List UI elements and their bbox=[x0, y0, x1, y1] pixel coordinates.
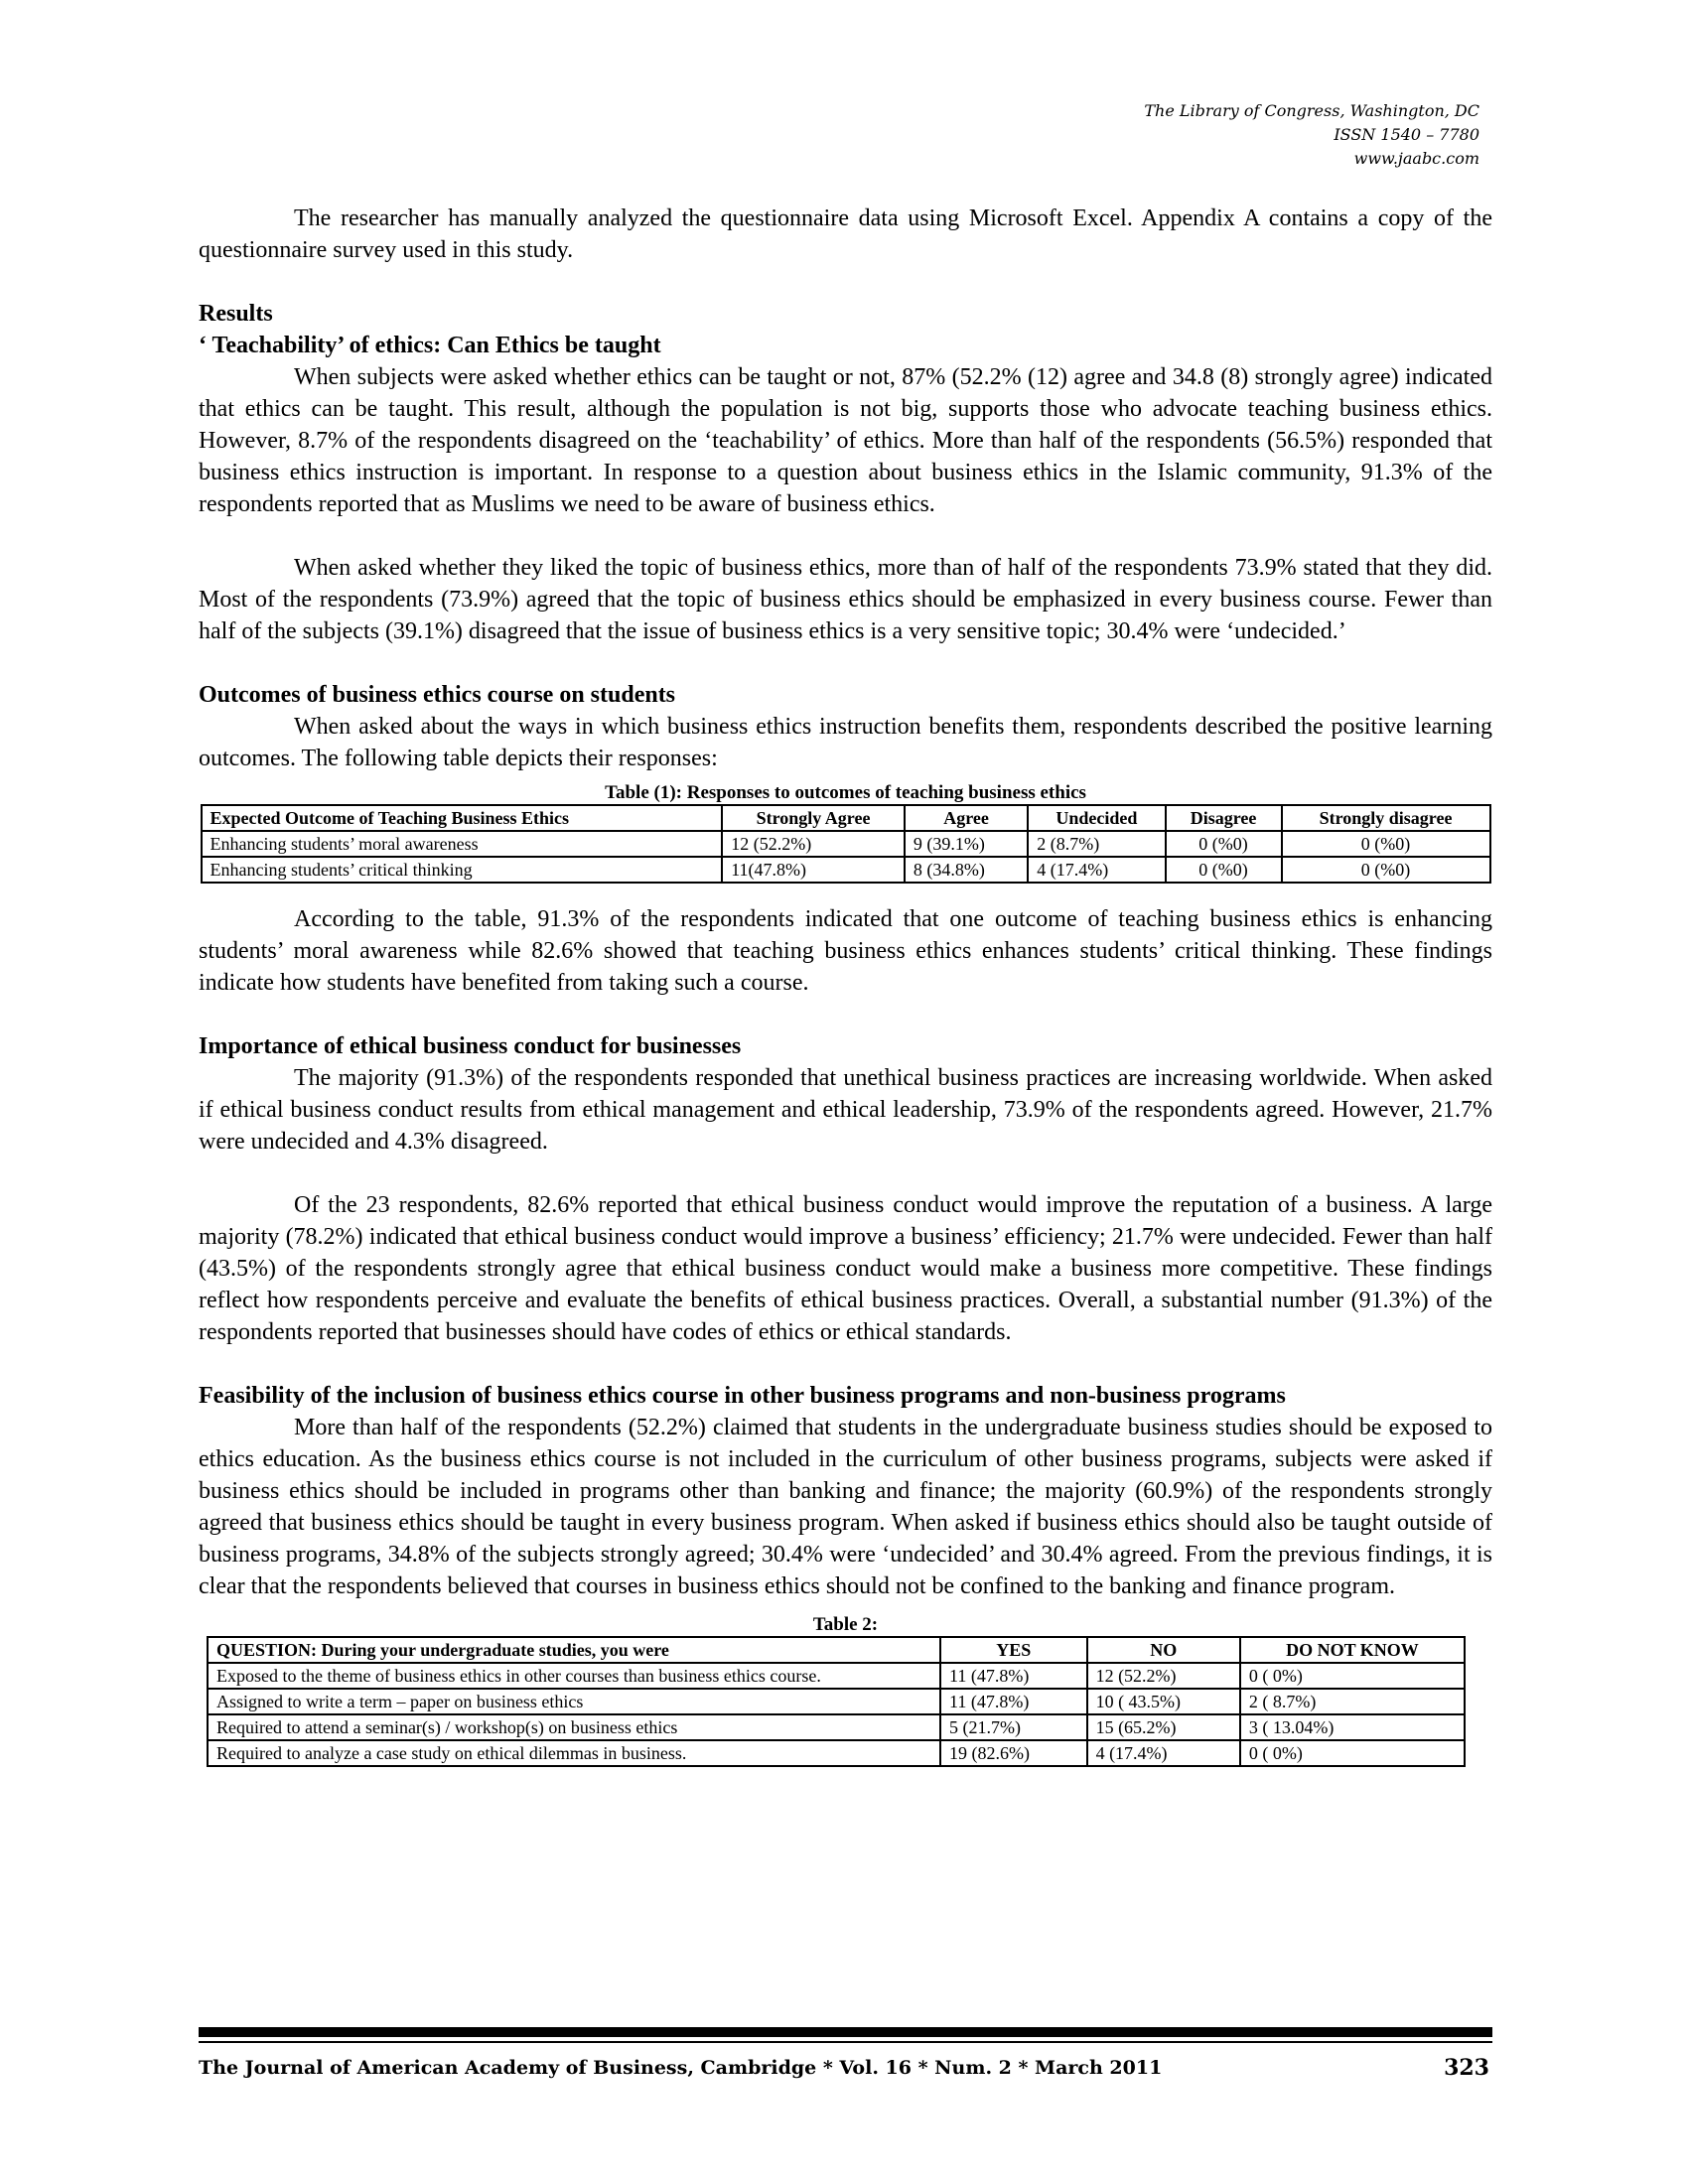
table-cell: 8 (34.8%) bbox=[905, 857, 1028, 883]
table-cell: 10 ( 43.5%) bbox=[1087, 1689, 1240, 1714]
table-cell: 12 (52.2%) bbox=[1087, 1663, 1240, 1689]
table-cell: 0 ( 0%) bbox=[1240, 1663, 1465, 1689]
header-website: www.jaabc.com bbox=[1353, 149, 1479, 168]
table-cell: 4 (17.4%) bbox=[1028, 857, 1165, 883]
table-cell: 0 ( 0%) bbox=[1240, 1740, 1465, 1766]
table-header-row bbox=[202, 805, 1490, 831]
teachability-paragraph-1: When subjects were asked whether ethics can be taught or not, 87% (52.2% (12) agree and 34.8 (8) strongly agree) indicated that ethics can be taught. This result, although the population is not big, supports those who advocate teaching business ethics. However, 8.7% of the respondents disagreed on the ‘teachability’ of ethics. More than half of the respondents (56.5%) responded that business ethics instruction is important. In response to a question about business ethics in the Islamic community, 91.3% of the respondents reported that as Muslims we need to be aware of business ethics. bbox=[199, 364, 1492, 517]
table-row bbox=[202, 857, 1490, 883]
table-cell: 19 (82.6%) bbox=[940, 1740, 1087, 1766]
table-cell: Enhancing students’ critical thinking bbox=[202, 857, 723, 883]
teachability-paragraph-2: When asked whether they liked the topic of business ethics, more than of half of the respondents 73.9% stated that they did. Most of the respondents (73.9%) agreed that the topic of business ethics should be emphasized in every business course. Fewer than half of the subjects (39.1%) disagreed that the issue of business ethics is a very sensitive topic; 30.4% were ‘undecided.’ bbox=[199, 555, 1492, 644]
teachability-heading: ‘ Teachability’ of ethics: Can Ethics be taught bbox=[199, 333, 661, 358]
table-cell: 5 (21.7%) bbox=[940, 1714, 1087, 1740]
table-cell: 0 (%0) bbox=[1282, 831, 1490, 857]
table1-caption: Table (1): Responses to outcomes of teaching business ethics bbox=[605, 782, 1086, 803]
table-cell: 0 (%0) bbox=[1166, 831, 1282, 857]
importance-paragraph-1: The majority (91.3%) of the respondents responded that unethical business practices are increasing worldwide. When asked if ethical business conduct results from ethical management and ethical leadership, 73.9% of the respondents agreed. However, 21.7% were undecided and 4.3% disagreed. bbox=[199, 1065, 1492, 1155]
table-row bbox=[208, 1689, 1465, 1714]
table2-caption: Table 2: bbox=[812, 1614, 879, 1635]
table-header-cell: QUESTION: During your undergraduate studies, you were bbox=[208, 1637, 940, 1663]
table-cell: 2 (8.7%) bbox=[1028, 831, 1165, 857]
outcomes-paragraph: When asked about the ways in which business ethics instruction benefits them, respondents described the positive learning outcomes. The following table depicts their responses: bbox=[199, 714, 1492, 771]
header-library: The Library of Congress, Washington, DC bbox=[1144, 101, 1479, 120]
table-cell: 0 (%0) bbox=[1282, 857, 1490, 883]
after-table1-paragraph: According to the table, 91.3% of the respondents indicated that one outcome of teaching business ethics is enhancing students’ moral awareness while 82.6% showed that teaching business ethics enhances students’ critical thinking. These findings indicate how students have benefited from taking such a course. bbox=[199, 906, 1492, 996]
table-header-cell: Disagree bbox=[1166, 805, 1282, 831]
table-header-cell: Strongly disagree bbox=[1282, 805, 1490, 831]
table-header-cell: NO bbox=[1087, 1637, 1240, 1663]
table-cell: 9 (39.1%) bbox=[905, 831, 1028, 857]
header-issn: ISSN 1540 – 7780 bbox=[1334, 125, 1479, 144]
table-row bbox=[202, 831, 1490, 857]
footer-journal-title: The Journal of American Academy of Business, Cambridge * Vol. 16 * Num. 2 * March 2011 bbox=[199, 2057, 1163, 2079]
feasibility-paragraph: More than half of the respondents (52.2%) claimed that students in the undergraduate business studies should be exposed to ethics education. As the business ethics course is not included in the curriculum of other business programs, subjects were asked if business ethics should be included in programs other than banking and finance; the majority (60.9%) of the respondents strongly agreed that business ethics should be taught in every business program. When asked if business ethics should also be taught outside of business programs, 34.8% of the subjects strongly agreed; 30.4% were ‘undecided’ and 30.4% agreed. From the previous findings, it is clear that the respondents believed that courses in business ethics should not be confined to the banking and finance program. bbox=[199, 1415, 1492, 1599]
table-row bbox=[208, 1663, 1465, 1689]
outcomes-table bbox=[201, 804, 1491, 884]
running-header bbox=[1144, 99, 1479, 171]
table-cell: Assigned to write a term – paper on business ethics bbox=[208, 1689, 940, 1714]
table-header-cell: Strongly Agree bbox=[722, 805, 905, 831]
table-cell: 15 (65.2%) bbox=[1087, 1714, 1240, 1740]
page-body bbox=[199, 203, 1492, 1767]
table-header-row bbox=[208, 1637, 1465, 1663]
importance-paragraph-2: Of the 23 respondents, 82.6% reported that ethical business conduct would improve the reputation of a business. A large majority (78.2%) indicated that ethical business conduct would improve a business’ efficiency; 21.7% were undecided. Fewer than half (43.5%) of the respondents strongly agree that ethical business conduct would make a business more competitive. These findings reflect how respondents perceive and evaluate the benefits of ethical business practices. Overall, a substantial number (91.3%) of the respondents reported that businesses should have codes of ethics or ethical standards. bbox=[199, 1192, 1492, 1345]
table-cell: 11 (47.8%) bbox=[940, 1689, 1087, 1714]
table-cell: 11 (47.8%) bbox=[940, 1663, 1087, 1689]
feasibility-heading: Feasibility of the inclusion of business ethics course in other business programs and non-business programs bbox=[199, 1383, 1286, 1409]
table-row bbox=[208, 1714, 1465, 1740]
table-cell: 0 (%0) bbox=[1166, 857, 1282, 883]
table-cell: Required to analyze a case study on ethical dilemmas in business. bbox=[208, 1740, 940, 1766]
footer-rule-thick bbox=[199, 2027, 1492, 2037]
table-cell: 11(47.8%) bbox=[722, 857, 905, 883]
table-row bbox=[208, 1740, 1465, 1766]
table-header-cell: DO NOT KNOW bbox=[1240, 1637, 1465, 1663]
table-header-cell: YES bbox=[940, 1637, 1087, 1663]
table-cell: Exposed to the theme of business ethics in other courses than business ethics course. bbox=[208, 1663, 940, 1689]
page-number: 323 bbox=[1444, 2055, 1489, 2081]
table-header-cell: Expected Outcome of Teaching Business Ethics bbox=[202, 805, 723, 831]
outcomes-heading: Outcomes of business ethics course on students bbox=[199, 682, 676, 708]
table-cell: Enhancing students’ moral awareness bbox=[202, 831, 723, 857]
table-cell: 4 (17.4%) bbox=[1087, 1740, 1240, 1766]
footer-rule-thin bbox=[199, 2041, 1492, 2043]
table-cell: 12 (52.2%) bbox=[722, 831, 905, 857]
table-cell: 3 ( 13.04%) bbox=[1240, 1714, 1465, 1740]
results-heading: Results bbox=[199, 301, 273, 327]
table-cell: 2 ( 8.7%) bbox=[1240, 1689, 1465, 1714]
undergraduate-studies-table bbox=[207, 1636, 1466, 1767]
table-header-cell: Undecided bbox=[1028, 805, 1165, 831]
table-cell: Required to attend a seminar(s) / workshop(s) on business ethics bbox=[208, 1714, 940, 1740]
intro-paragraph: The researcher has manually analyzed the questionnaire data using Microsoft Excel. Appendix A contains a copy of the questionnaire survey used in this study. bbox=[199, 205, 1492, 263]
table-header-cell: Agree bbox=[905, 805, 1028, 831]
running-footer bbox=[199, 2053, 1489, 2083]
importance-heading: Importance of ethical business conduct for businesses bbox=[199, 1033, 742, 1059]
